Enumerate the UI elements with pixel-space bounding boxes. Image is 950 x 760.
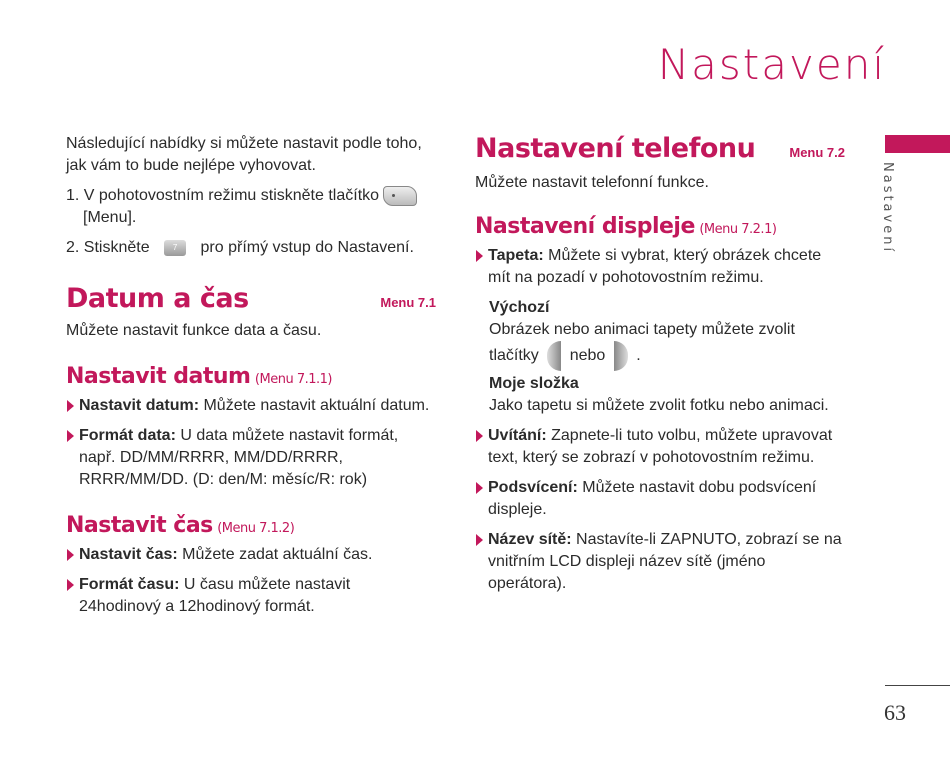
vychozi-text-part: tlačítky [489, 347, 539, 365]
item-label: Název sítě: [488, 531, 572, 548]
intro-text: Následující nabídky si můžete nastavit podle toho, jak vám to bude nejlépe vyhovovat. [66, 135, 422, 174]
displej-title: Nastavení displeje [475, 214, 695, 239]
telefon-heading-row [475, 133, 845, 164]
list-item [475, 425, 845, 469]
vychozi-title: Výchozí [489, 299, 550, 316]
step-1-text: 1. V pohotovostním režimu stiskněte tlačítko [66, 187, 380, 204]
datum-cas-menu-ref: Menu 7.1 [380, 295, 436, 310]
item-text: Můžete nastavit dobu podsvícení displeje. [488, 479, 817, 518]
item-text: U data můžete nastavit formát, např. DD/MM/RRRR, MM/DD/RRRR, RRRR/MM/DD. (D: den/M: měsíc/R: rok) [79, 427, 399, 488]
item-label: Uvítání: [488, 427, 547, 444]
moje-title: Moje složka [489, 375, 579, 392]
datum-cas-heading: Datum a čas [66, 283, 249, 314]
list-item [475, 477, 845, 521]
item-text: Můžete nastavit aktuální datum. [199, 397, 430, 414]
footer-divider [885, 685, 950, 686]
nastavit-cas-menu-ref: (Menu 7.1.2) [217, 521, 295, 536]
list-item [475, 529, 845, 595]
nastavit-datum-menu-ref: (Menu 7.1.1) [254, 372, 332, 387]
nav-right-icon [614, 341, 628, 371]
telefon-heading: Nastavení telefonu [475, 133, 756, 164]
nastavit-cas-title: Nastavit čas [66, 513, 213, 538]
step-2-text: 2. Stiskněte [66, 239, 150, 256]
vychozi-text-part: . [636, 347, 641, 365]
nastavit-cas-heading [66, 513, 436, 538]
item-text: U času můžete nastavit 24hodinový a 12hodinový formát. [79, 576, 351, 615]
displej-menu-ref: (Menu 7.2.1) [699, 222, 777, 237]
key-7-icon: 7 [164, 240, 186, 256]
step-2-text-end: pro přímý vstup do Nastavení. [200, 239, 414, 256]
item-label: Tapeta: [488, 247, 544, 264]
step-1 [66, 185, 436, 229]
step-1-menu: [Menu]. [83, 209, 137, 226]
vychozi-block [475, 297, 845, 417]
item-label: Formát času: [79, 576, 180, 593]
section-tab-marker [885, 135, 950, 153]
vychozi-text: Obrázek nebo animaci tapety můžete zvolit [489, 321, 795, 338]
item-label: Formát data: [79, 427, 176, 444]
moje-text: Jako tapetu si můžete zvolit fotku nebo animaci. [489, 397, 829, 414]
item-label: Nastavit čas: [79, 546, 178, 563]
side-section-label: Nastavení [880, 162, 895, 255]
step-2 [66, 237, 436, 259]
telefon-desc: Můžete nastavit telefonní funkce. [475, 174, 709, 191]
list-item [475, 245, 845, 289]
list-item [66, 395, 436, 417]
left-column [66, 133, 436, 618]
datum-cas-desc: Můžete nastavit funkce data a času. [66, 322, 322, 339]
list-item [66, 574, 436, 618]
list-item [66, 544, 436, 566]
nastavit-datum-title: Nastavit datum [66, 364, 251, 389]
item-text: Nastavíte-li ZAPNUTO, zobrazí se na vnitřním LCD displeji název sítě (jméno operátora). [488, 531, 842, 592]
nav-left-icon [547, 341, 561, 371]
right-column [475, 133, 845, 595]
page-number: 63 [884, 700, 906, 725]
telefon-menu-ref: Menu 7.2 [789, 145, 845, 160]
item-text: Můžete zadat aktuální čas. [177, 546, 373, 563]
vychozi-text-line2 [489, 341, 845, 371]
list-item [66, 425, 436, 491]
item-label: Nastavit datum: [79, 397, 200, 414]
nastavit-datum-heading [66, 364, 436, 389]
datum-cas-heading-row [66, 283, 436, 314]
menu-softkey-icon [383, 186, 417, 206]
item-label: Podsvícení: [488, 479, 578, 496]
item-text: Zapnete-li tuto volbu, můžete upravovat text, který se zobrazí v pohotovostním režimu. [488, 427, 833, 466]
page-title: Nastavení [657, 40, 886, 89]
item-text: Můžete si vybrat, který obrázek chcete mít na pozadí v pohotovostním režimu. [488, 247, 822, 286]
vychozi-text-part: nebo [569, 347, 606, 365]
displej-heading [475, 214, 845, 239]
